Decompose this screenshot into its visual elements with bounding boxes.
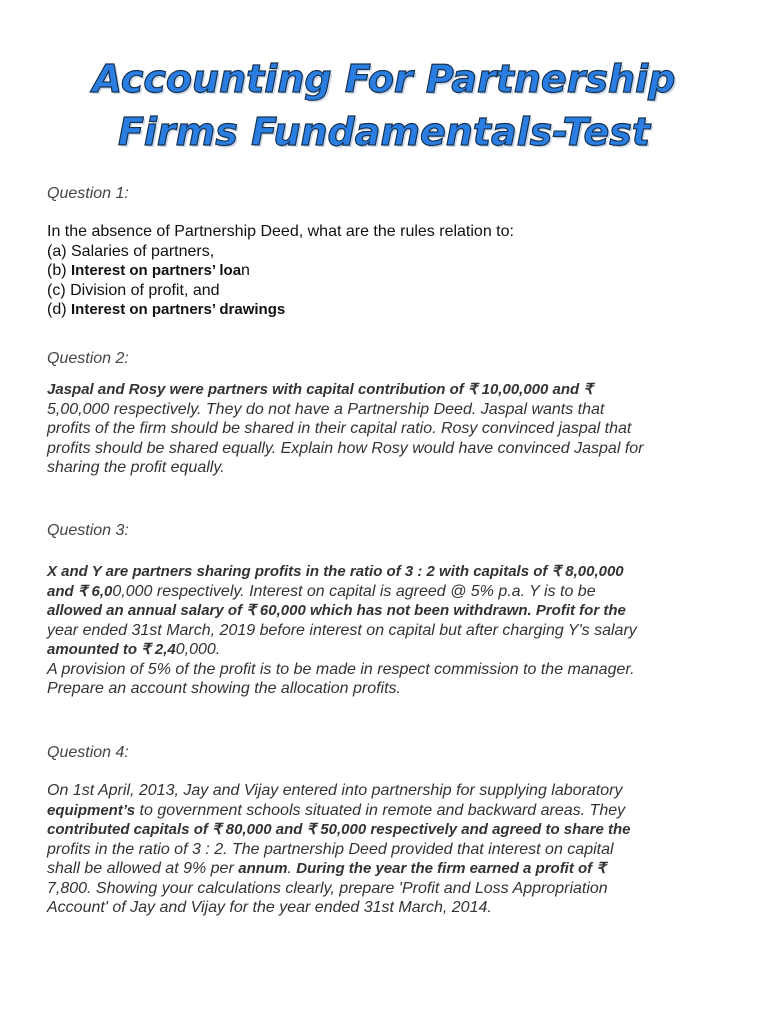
q3-line-5 bbox=[47, 640, 737, 660]
question-4-body bbox=[47, 781, 737, 918]
q2-line-2: 5,00,000 respectively. They do not have a Partnership Deed. Jaspal wants that bbox=[47, 400, 605, 418]
page-title-line-2: Firms Fundamentals-Test bbox=[117, 110, 651, 154]
q3-line-2 bbox=[47, 582, 737, 602]
q3-line-6: A provision of 5% of the profit is to be made in respect commission to the manager. bbox=[47, 660, 635, 678]
q3-line-2-rest: 0,000 respectively. Interest on capital is agreed @ 5% p.a. Y is to be bbox=[112, 582, 596, 600]
q3-line-2-bold: and ₹ 6,0 bbox=[47, 582, 113, 600]
q3-line-7: Prepare an account showing the allocation profits. bbox=[47, 680, 401, 697]
question-3-body bbox=[47, 562, 737, 699]
q2-line-5: sharing the profit equally. bbox=[47, 459, 225, 476]
q4-line-5-bold-1: annum bbox=[238, 860, 288, 877]
q1-intro: In the absence of Partnership Deed, what are the rules relation to: bbox=[47, 223, 514, 240]
q1-item-b-suffix: n bbox=[241, 262, 250, 279]
question-2-label: Question 2: bbox=[47, 350, 129, 367]
q3-line-5-rest: 0,000. bbox=[175, 641, 221, 658]
q1-item-d-bold: Interest on partners’ drawings bbox=[71, 301, 286, 318]
q4-line-2-bold: equipment’s bbox=[47, 801, 136, 819]
q4-line-1: On 1st April, 2013, Jay and Vijay entered into partnership for supplying laboratory bbox=[47, 782, 623, 799]
q3-line-5-bold: amounted to ₹ 2,4 bbox=[47, 641, 176, 658]
q1-item-d bbox=[47, 300, 737, 320]
q1-item-b-prefix: (b) bbox=[47, 262, 71, 279]
question-4-label: Question 4: bbox=[47, 744, 129, 761]
q3-line-3: allowed an annual salary of ₹ 60,000 which has not been withdrawn. Profit for the bbox=[47, 602, 626, 619]
q3-line-1: X and Y are partners sharing profits in the ratio of 3 : 2 with capitals of ₹ 8,00,000 bbox=[47, 563, 624, 580]
q1-item-d-prefix: (d) bbox=[47, 301, 71, 318]
question-1-body bbox=[47, 222, 737, 320]
page-title-line-1: Accounting For Partnership bbox=[92, 57, 676, 101]
q2-line-4: profits should be shared equally. Explain how Rosy would have convinced Jaspal for bbox=[47, 439, 644, 457]
question-3-label: Question 3: bbox=[47, 522, 129, 539]
question-1-label: Question 1: bbox=[47, 185, 129, 202]
q3-line-4: year ended 31st March, 2019 before interest on capital but after charging Y's salary bbox=[47, 621, 637, 639]
question-2-body bbox=[47, 380, 737, 478]
q1-item-c: (c) Division of profit, and bbox=[47, 281, 220, 299]
q2-line-3: profits of the firm should be shared in their capital ratio. Rosy convinced jaspal that bbox=[47, 420, 632, 437]
q4-line-5-bold-2: During the year the firm earned a profit of ₹ bbox=[296, 860, 606, 877]
q2-line-1: Jaspal and Rosy were partners with capital contribution of ₹ 10,00,000 and ₹ bbox=[47, 381, 593, 398]
q4-line-7: Account' of Jay and Vijay for the year ended 31st March, 2014. bbox=[47, 899, 492, 916]
q1-item-b bbox=[47, 261, 737, 281]
q4-line-5-prefix: shall be allowed at 9% per bbox=[47, 860, 239, 877]
q4-line-5-mid: . bbox=[287, 860, 297, 877]
q4-line-2 bbox=[47, 801, 737, 821]
q4-line-2-rest: to government schools situated in remote and backward areas. They bbox=[135, 801, 626, 819]
q1-item-b-bold: Interest on partners’ loa bbox=[71, 262, 242, 279]
q4-line-6: 7,800. Showing your calculations clearly, prepare 'Profit and Loss Appropriation bbox=[47, 879, 608, 897]
q4-line-3: contributed capitals of ₹ 80,000 and ₹ 50,000 respectively and agreed to share the bbox=[47, 821, 631, 838]
q1-item-a: (a) Salaries of partners, bbox=[47, 242, 215, 260]
q4-line-4: profits in the ratio of 3 : 2. The partnership Deed provided that interest on capital bbox=[47, 840, 614, 858]
q4-line-5 bbox=[47, 859, 737, 879]
